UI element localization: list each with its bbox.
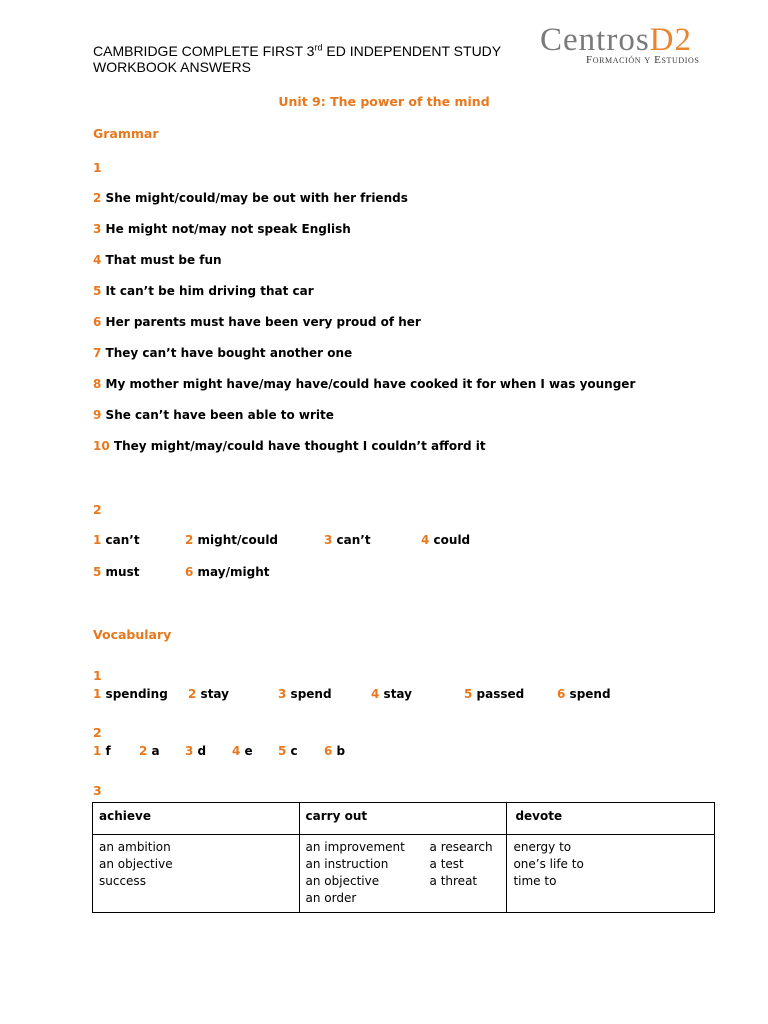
- logo-brand-accent: D2: [649, 22, 693, 58]
- table-header-cell: carry out: [299, 803, 507, 835]
- table-cell-carry-out: an improvement a research an instruction a test an objective a threat an order: [299, 835, 507, 913]
- grammar-ex1-number: 1: [93, 160, 102, 175]
- answer-line: 3 He might not/may not speak English: [93, 222, 351, 236]
- grammar-heading: Grammar: [93, 126, 159, 141]
- vocab-ex1-number: 1: [93, 668, 102, 683]
- table-header-cell: devote: [507, 803, 715, 835]
- table-header-cell: achieve: [93, 803, 300, 835]
- answer-line: 5 It can’t be him driving that car: [93, 284, 314, 298]
- unit-title: Unit 9: The power of the mind: [278, 94, 490, 109]
- answer-line: 7 They can’t have bought another one: [93, 346, 353, 360]
- logo-brand-main: Centros: [540, 22, 650, 58]
- vocabulary-heading: Vocabulary: [93, 627, 172, 642]
- table-header-row: [93, 803, 715, 835]
- vocab-ex2-number: 2: [93, 725, 102, 740]
- workbook-page: CAMBRIDGE COMPLETE FIRST 3rd ED INDEPENDENT STUDY WORKBOOK ANSWERS CentrosD2 Formación y Estudios Unit 9: The power of the mind Grammar 1 2 She might/could/may be out with her friends 3 He might not/may not speak English 4 That must be fun 5 It can’t be him driving that car 6 Her parents must have been very proud of her 7 They can’t have bought another one 8 My mother might have/may have/could have cooked it for when I was younger 9 She can’t have been able to write 10 They might/may/could have thought I couldn’t afford it 2 1 can’t 2 might/could 3 can’t 4 could 5 must 6 may/might Vocabulary 1 1 spending 2 stay 3 spend 4 stay 5 passed 6 spend 2 1 f 2 a 3 d 4 e 5 c 6 b 3 achieve carry out devote an ambition an objective success an improvement a research an instruction a test an objective a threat an order energy to one’s life to time to: [0, 0, 768, 1024]
- document-header: [93, 43, 501, 75]
- vocab-ex3-number: 3: [93, 783, 102, 798]
- table-cell-achieve: an ambition an objective success: [93, 835, 300, 913]
- table-cell-devote: energy to one’s life to time to: [507, 835, 715, 913]
- answer-line: 2 She might/could/may be out with her friends: [93, 191, 408, 205]
- grammar-ex2-number: 2: [93, 502, 102, 517]
- answer-line: 4 That must be fun: [93, 253, 222, 267]
- answer-line: 10 They might/may/could have thought I couldn’t afford it: [93, 439, 486, 453]
- table-row: [93, 835, 715, 913]
- centros-d2-logo: [540, 22, 730, 70]
- answer-line: 6 Her parents must have been very proud of her: [93, 315, 421, 329]
- answer-line: 8 My mother might have/may have/could have cooked it for when I was younger: [93, 377, 636, 391]
- answer-line: 9 She can’t have been able to write: [93, 408, 334, 422]
- collocation-table: [92, 802, 715, 913]
- logo-tagline: Formación y Estudios: [586, 54, 700, 66]
- header-line-2: WORKBOOK ANSWERS: [93, 59, 251, 75]
- header-line-1: CAMBRIDGE COMPLETE FIRST 3rd ED INDEPENDENT STUDY: [93, 42, 502, 59]
